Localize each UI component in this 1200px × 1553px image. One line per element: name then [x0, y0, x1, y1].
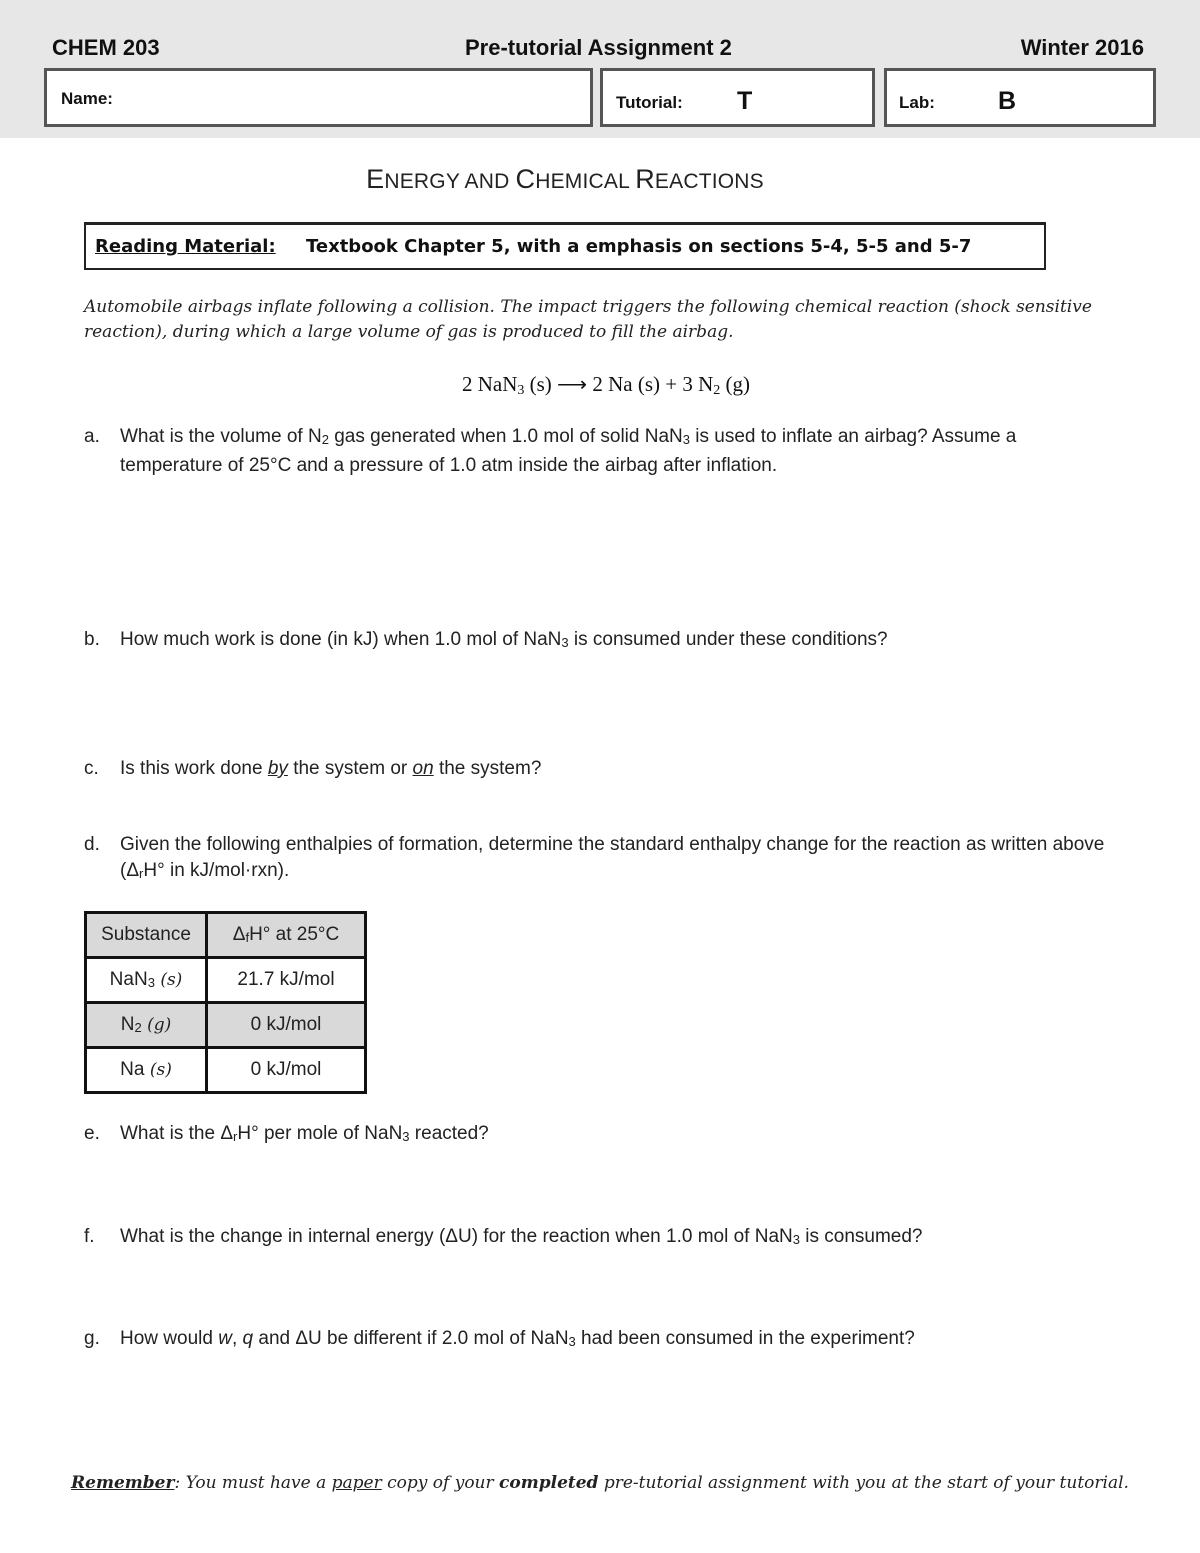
- tutorial-field[interactable]: [600, 68, 875, 127]
- table-row: [86, 1003, 366, 1048]
- subscript: 3: [561, 635, 569, 650]
- table-cell-substance: [86, 958, 207, 1003]
- state-label: (s): [154, 970, 183, 990]
- text-run: and ΔU be different if 2.0 mol of NaN: [253, 1328, 569, 1349]
- subscript: 3: [792, 1232, 800, 1247]
- page-title: [0, 164, 1130, 195]
- table-header-substance: Substance: [86, 913, 207, 958]
- subscript: f: [245, 930, 250, 945]
- text-run: Given the following enthalpies of formation, determine the standard enthalpy change for the reaction as written above (Δ: [120, 834, 1105, 881]
- name-field[interactable]: [44, 68, 593, 127]
- eq-sub-1: 3: [517, 383, 525, 398]
- lab-value: B: [998, 87, 1017, 115]
- text-run: is consumed?: [799, 1226, 923, 1247]
- subscript: r: [233, 1129, 238, 1144]
- title-part-2: HEMICAL: [535, 170, 636, 193]
- question-text: [120, 627, 1120, 656]
- table-row: [86, 1048, 366, 1093]
- reading-label: Reading Material:: [95, 236, 276, 257]
- lab-field[interactable]: [884, 68, 1156, 127]
- question-text: [120, 1224, 1120, 1253]
- emphasis-on: on: [412, 758, 434, 779]
- text-run: is consumed under these conditions?: [568, 629, 888, 650]
- eq-part-3: (g): [720, 372, 751, 396]
- question-letter: g.: [84, 1328, 100, 1349]
- text-run: had been consumed in the experiment?: [575, 1328, 915, 1349]
- text-run: H° in kJ/mol·rxn).: [143, 860, 290, 881]
- text-run: N: [120, 1014, 135, 1035]
- text-run: NaN: [109, 969, 148, 990]
- table-cell-substance: [86, 1048, 207, 1093]
- subscript: r: [139, 866, 144, 881]
- question-text: [120, 424, 1120, 479]
- reading-text: Textbook Chapter 5, with a emphasis on sections 5-4, 5-5 and 5-7: [306, 236, 972, 257]
- question-letter: c.: [84, 758, 99, 779]
- intro-paragraph: Automobile airbags inflate following a collision. The impact triggers the following chemical reaction (shock sensitive reaction), during which a large volume of gas is produced to fill the airbag.: [84, 297, 1092, 342]
- reaction-equation: [0, 372, 1200, 399]
- name-label: Name:: [61, 89, 113, 108]
- enthalpy-table: [84, 911, 367, 1094]
- table-cell-value: 21.7 kJ/mol: [207, 958, 366, 1003]
- title-cap-3: R: [635, 164, 655, 194]
- title-cap-1: E: [366, 164, 385, 194]
- text-run: the system or: [287, 758, 413, 779]
- question-letter: a.: [84, 426, 100, 447]
- lab-label: Lab:: [899, 93, 935, 112]
- text-run: the system?: [433, 758, 542, 779]
- table-cell-value: 0 kJ/mol: [207, 1048, 366, 1093]
- text-run: is used to inflate an airbag? Assume a temperature of 25°C and a pressure of 1.0 atm inside the airbag after inflation.: [120, 426, 1017, 476]
- table-cell-substance: [86, 1003, 207, 1048]
- text-run: gas generated when 1.0 mol of solid NaN: [328, 426, 683, 447]
- reading-material-box: [84, 222, 1046, 270]
- tutorial-label: Tutorial:: [616, 93, 683, 112]
- subscript: 3: [402, 1129, 410, 1144]
- state-label: (s): [144, 1060, 172, 1080]
- remember-label: Remember: [71, 1473, 175, 1493]
- text-run: Na: [120, 1059, 145, 1080]
- title-part-1: NERGY AND: [384, 170, 516, 193]
- tutorial-value: T: [737, 87, 753, 115]
- text-run: copy of your: [381, 1473, 500, 1493]
- question-letter: d.: [84, 834, 100, 855]
- question-text: [120, 756, 1120, 782]
- var-w: w: [218, 1328, 232, 1349]
- emphasis-paper: paper: [331, 1473, 382, 1493]
- question-text: [120, 1121, 1120, 1150]
- text-run: What is the change in internal energy (ΔU) for the reaction when 1.0 mol of NaN: [120, 1226, 793, 1247]
- text-run: What is the volume of N: [120, 426, 322, 447]
- term: Winter 2016: [1020, 35, 1144, 60]
- text-run: : You must have a: [174, 1473, 332, 1493]
- subscript: 3: [682, 432, 690, 447]
- course-code: CHEM 203: [52, 35, 160, 60]
- text-run: reacted?: [409, 1123, 489, 1144]
- var-q: q: [242, 1328, 254, 1349]
- state-label: (g): [141, 1015, 172, 1035]
- eq-part-1: 2 NaN: [461, 372, 518, 396]
- text-run: H° at 25°C: [249, 924, 340, 945]
- emphasis-completed: completed: [499, 1473, 599, 1493]
- table-header-row: [86, 913, 366, 958]
- table-header-enthalpy: [207, 913, 366, 958]
- text-run: How much work is done (in kJ) when 1.0 mol of NaN: [120, 629, 562, 650]
- assignment-title: Pre-tutorial Assignment 2: [465, 35, 732, 60]
- question-text: [120, 832, 1120, 887]
- text-run: Δ: [232, 924, 246, 945]
- subscript: 3: [568, 1334, 576, 1349]
- title-cap-2: C: [515, 164, 536, 194]
- question-letter: b.: [84, 629, 100, 650]
- table-row: [86, 958, 366, 1003]
- text-run: pre-tutorial assignment with you at the start of your tutorial.: [598, 1473, 1129, 1493]
- title-part-3: EACTIONS: [654, 170, 764, 193]
- subscript: 2: [321, 432, 329, 447]
- text-run: H° per mole of NaN: [237, 1123, 403, 1144]
- question-letter: f.: [84, 1226, 95, 1247]
- eq-sub-2: 2: [713, 383, 721, 398]
- question-text: [120, 1326, 1120, 1355]
- emphasis-by: by: [267, 758, 288, 779]
- text-run: Is this work done: [120, 758, 268, 779]
- text-run: What is the Δ: [120, 1123, 234, 1144]
- subscript: 3: [147, 975, 155, 990]
- text-run: How would: [120, 1328, 219, 1349]
- footer-reminder: [0, 1473, 1200, 1493]
- question-letter: e.: [84, 1123, 100, 1144]
- eq-part-2: (s) ⟶ 2 Na (s) + 3 N: [524, 372, 714, 396]
- text-run: ,: [231, 1328, 243, 1349]
- table-cell-value: 0 kJ/mol: [207, 1003, 366, 1048]
- subscript: 2: [134, 1020, 142, 1035]
